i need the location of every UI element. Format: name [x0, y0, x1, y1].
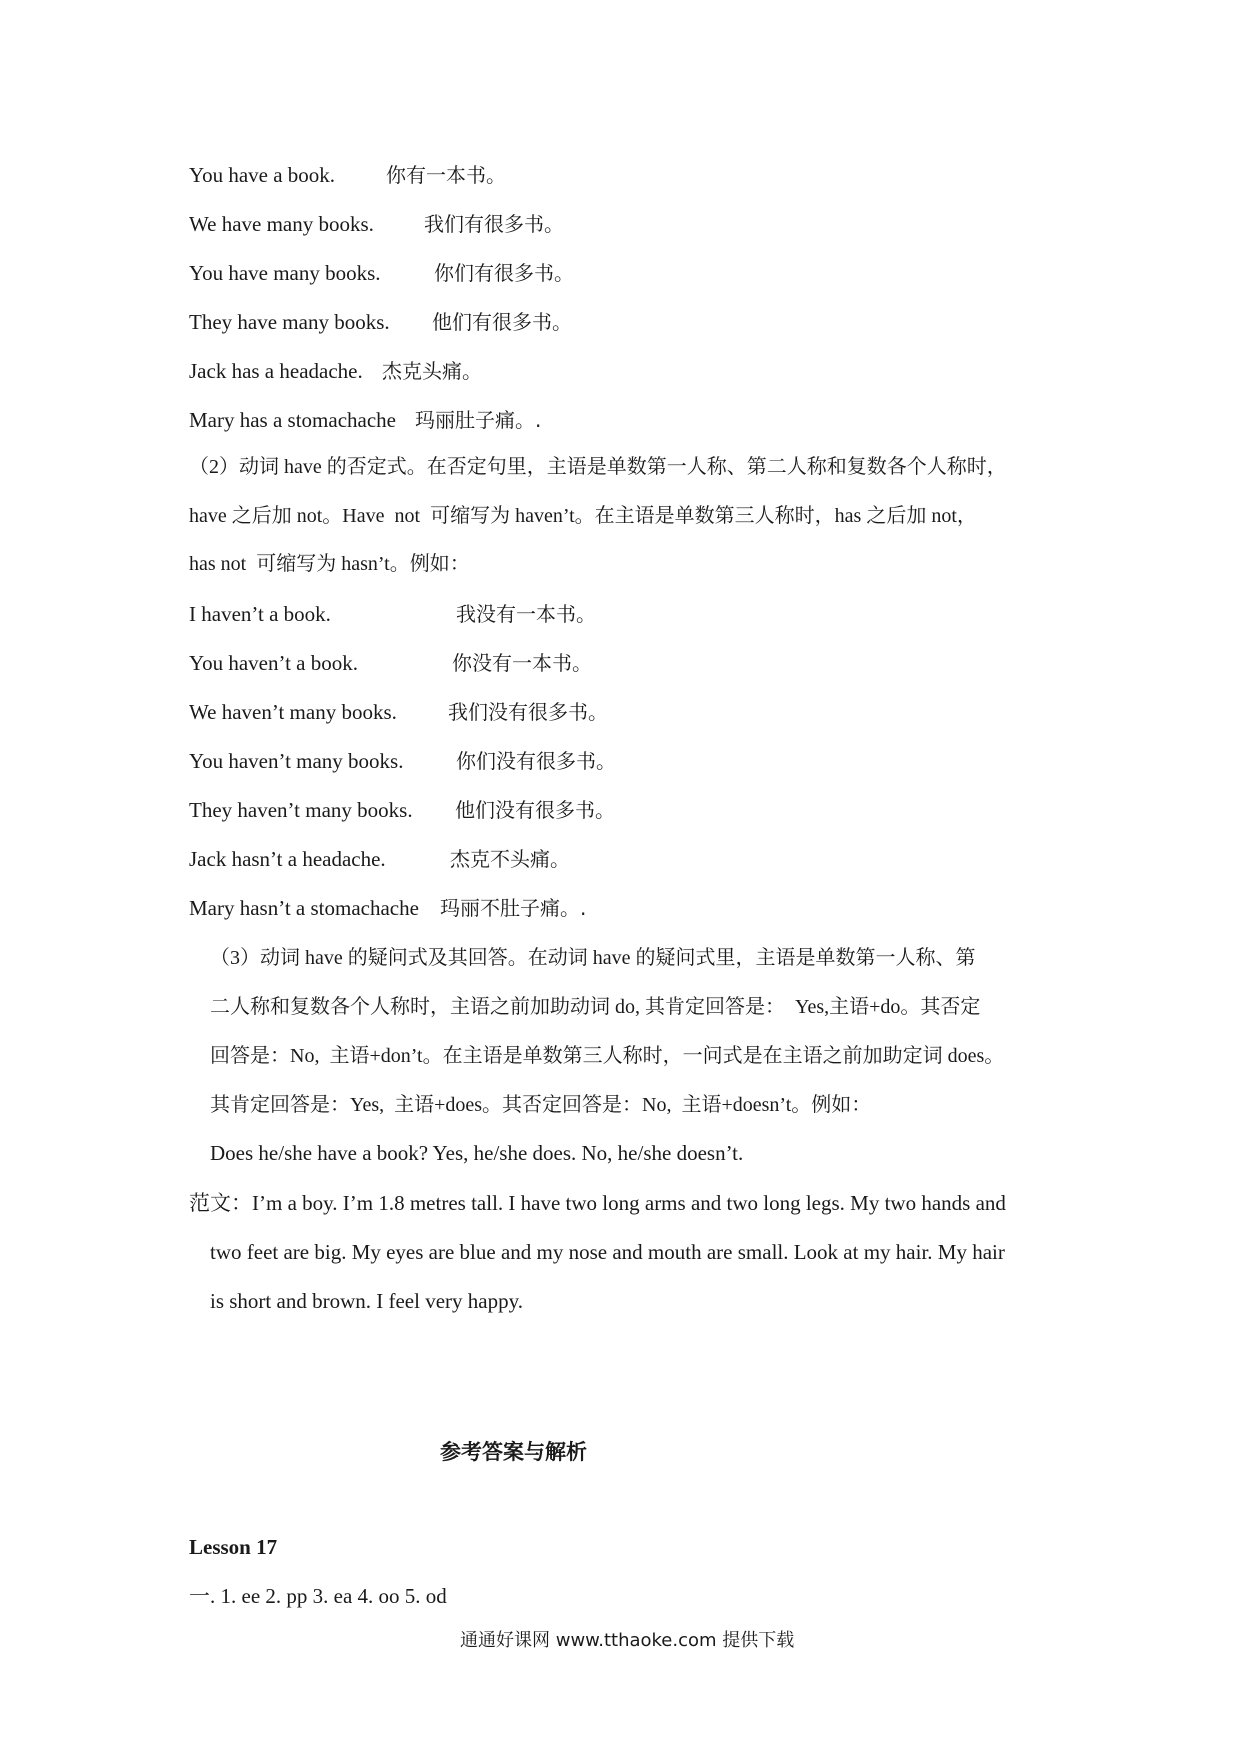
section-2-line-3: has not 可缩写为 hasn’t。例如：	[189, 553, 470, 575]
negative-example-en-5: They haven’t many books.	[189, 798, 413, 822]
negative-example-en-4: You haven’t many books.	[189, 749, 404, 773]
affirmative-example-en-5: Jack has a headache.	[189, 359, 363, 383]
negative-example-en-7: Mary hasn’t a stomachache	[189, 896, 419, 920]
negative-example-zh-1: 我没有一本书。	[456, 602, 596, 626]
negative-example-zh-5: 他们没有很多书。	[455, 798, 615, 822]
affirmative-example-en-2: We have many books.	[189, 212, 374, 236]
section-3-example: Does he/she have a book? Yes, he/she does. No, he/she doesn’t.	[210, 1141, 744, 1165]
answer-line: 一. 1. ee 2. pp 3. ea 4. oo 5. od	[189, 1584, 447, 1608]
negative-example-zh-6: 杰克不头痛。	[450, 847, 570, 871]
affirmative-example-en-3: You have many books.	[189, 261, 381, 285]
affirmative-example-en-6: Mary has a stomachache	[189, 408, 396, 432]
affirmative-example-zh-6: 玛丽肚子痛。.	[415, 408, 542, 432]
negative-example-en-6: Jack hasn’t a headache.	[189, 847, 386, 871]
affirmative-example-zh-4: 他们有很多书。	[432, 310, 572, 334]
affirmative-example-en-4: They have many books.	[189, 310, 390, 334]
model-essay-line-2: two feet are big. My eyes are blue and my nose and mouth are small. Look at my hair. My hair	[210, 1240, 1005, 1264]
section-2-line-1: （2）动词 have 的否定式。在否定句里，主语是单数第一人称、第二人称和复数各个人称时，	[189, 456, 1007, 478]
model-essay-line-1: 范文：I’m a boy. I’m 1.8 metres tall. I have two long arms and two long legs. My two hands and	[189, 1191, 1006, 1215]
section-2-line-2: have 之后加 not。Have not 可缩写为 haven’t。在主语是单数第三人称时，has 之后加 not，	[189, 505, 977, 527]
affirmative-example-zh-3: 你们有很多书。	[434, 261, 574, 285]
section-3-line-2: 二人称和复数各个人称时，主语之前加助动词 do, 其肯定回答是： Yes,主语+do。其否定	[210, 996, 981, 1018]
page-footer: 通通好课网 www.tthaoke.com 提供下载	[460, 1630, 795, 1651]
lesson-title: Lesson 17	[189, 1535, 278, 1559]
negative-example-zh-7: 玛丽不肚子痛。.	[440, 896, 587, 920]
affirmative-example-zh-1: 你有一本书。	[386, 163, 506, 187]
negative-example-zh-4: 你们没有很多书。	[456, 749, 616, 773]
answers-heading: 参考答案与解析	[440, 1440, 587, 1464]
section-3-line-4: 其肯定回答是：Yes, 主语+does。其否定回答是：No, 主语+doesn’t。例如：	[210, 1094, 872, 1116]
affirmative-example-zh-5: 杰克头痛。	[382, 359, 482, 383]
section-3-line-1: （3）动词 have 的疑问式及其回答。在动词 have 的疑问式里，主语是单数第一人称、第	[210, 947, 976, 969]
negative-example-en-3: We haven’t many books.	[189, 700, 397, 724]
negative-example-en-1: I haven’t a book.	[189, 602, 331, 626]
affirmative-example-zh-2: 我们有很多书。	[424, 212, 564, 236]
model-essay-line-3: is short and brown. I feel very happy.	[210, 1289, 523, 1313]
negative-example-en-2: You haven’t a book.	[189, 651, 358, 675]
section-3-line-3: 回答是：No, 主语+don’t。在主语是单数第三人称时，一问式是在主语之前加助定词 does。	[210, 1045, 1005, 1067]
negative-example-zh-3: 我们没有很多书。	[448, 700, 608, 724]
affirmative-example-en-1: You have a book.	[189, 163, 336, 187]
negative-example-zh-2: 你没有一本书。	[452, 651, 592, 675]
